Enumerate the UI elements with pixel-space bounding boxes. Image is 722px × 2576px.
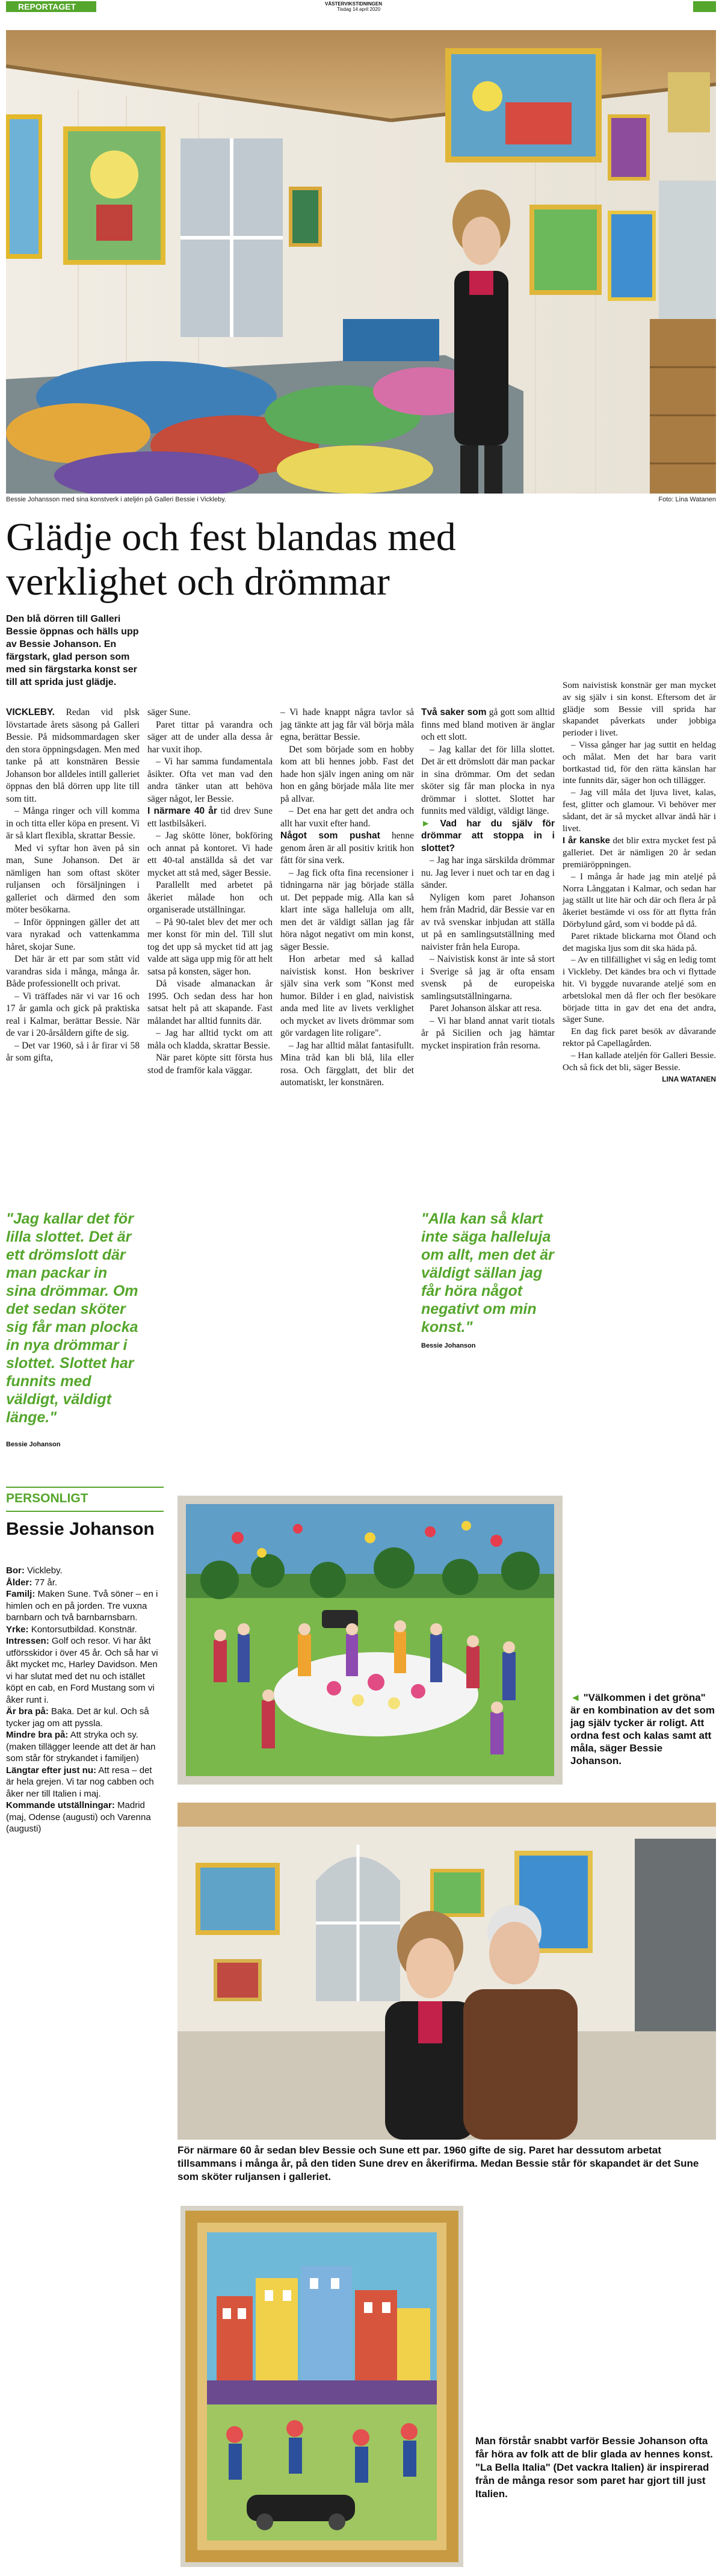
paragraph: – Vi har samma fundamentala åsikter. Ofta vet man vad den andra tänker utan att behöva säger något, ler Bessie. xyxy=(147,757,273,804)
paragraph: – Vi hade knappt några tavlor så jag tänkte att jag får väl börja måla egna, berättar Bessie. xyxy=(280,707,414,742)
paragraph: – Vi har bland annat varit tiotals år på Sicilien och jag hämtar mycket inspiration från resorna. xyxy=(421,1015,555,1051)
paragraph: – Jag har alltid målat fantasifullt. Mina tråd kan bli blå, lila eller rosa. Och färgglatt, det blir det automatiskt, ler konstnären. xyxy=(280,1040,414,1088)
paragraph: Paret riktade blickarna mot Öland och det magiska ljus som dit ska häda på. xyxy=(563,931,716,953)
fact-row: Familj: Maken Sune. Två söner – en i himlen och en på jorden. Tre vuxna barnbarn och två barnbarnsbarn. xyxy=(6,1589,158,1623)
paragraph: Hon arbetar med så kallad naivistisk konst. Hon beskriver själv sina verk som "Konst med humor. Bilder i en glad, naivistisk anda med lite av livets verklighet och mycket av livets drömmar som gör vardagen lite roligare". xyxy=(280,954,414,1038)
paragraph: I närmare 40 år tid drev Sune ett lastbilsåkeri. xyxy=(147,806,273,829)
paragraph: Med vi syftar hon även på sin man, Sune Johanson. Det är nämligen han som oftast sköter ruljansen och försäljningen i galleriet och därmed den som möter besökarna. xyxy=(6,843,140,915)
pull-quote-byline: Bessie Johanson xyxy=(421,1342,476,1349)
paragraph: – Han kallade ateljén för Galleri Bessie. Och så fick det bli, säger Bessie. xyxy=(563,1050,716,1073)
fact-row: Kommande utställningar: Madrid (maj, Odense (augusti) och Varenna (augusti) xyxy=(6,1800,151,1834)
pull-quote-byline: Bessie Johanson xyxy=(6,1441,61,1448)
paragraph: – Av en tillfällighet vi såg en ledig tomt i Vickleby. Det kändes bra och vi flyttade hit. Vi byggde nuvarande ateljé som en arbetslokal men då fler och fler besökare började titta in gav det ena det andra, säger Sune. xyxy=(563,955,716,1025)
fact-row: Är bra på: Baka. Det är kul. Och så tycker jag om att pyssla. xyxy=(6,1706,149,1729)
fact-row: Ålder: 77 år. xyxy=(6,1577,58,1588)
pull-quote: "Jag kallar det för lilla slottet. Det är ett drömslott där man packar in sina drömmar. Om det sedan sköter sig får man plocka in nya drömmar i slottet. Slottet har funnits med väldigt, väldigt länge." xyxy=(6,1210,138,1426)
paragraph: – Jag skötte löner, bokföring och annat på kontoret. Vi hade ett 40-tal anställda så det var mycket att stå med, säger Bessie. xyxy=(147,831,273,878)
paragraph: Det här är ett par som stått vid varandras sida i många, många år. Både professionellt och privat. xyxy=(6,954,140,989)
gallery-photo xyxy=(6,30,716,494)
photo-credit: Foto: Lina Watanen xyxy=(658,496,716,503)
paragraph: – Jag fick ofta fina recensioner i tidningarna när jag började ställa ut. Det peppade mig. Alla kan så klart inte säga halleluja om allt, men det är väldigt sällan jag får höra något negativt om min konst, säger Bessie. xyxy=(280,867,414,952)
paragraph: VICKLEBY. Redan vid plsk lövstartade årets säsong på Galleri Bessie. På midsommardagen sker den stora öppningsdagen. Men med tanke på att konstnären Bessie Johanson bor alldeles intill galleriet öppnas den blå dörren upp lite till som titt. xyxy=(6,707,140,804)
paragraph: – Det var 1960, så i år firar vi 58 år som gifta, xyxy=(6,1040,140,1063)
question-subhead: ► Vad har du själv för drömmar att stoppa in i slottet? xyxy=(421,818,555,853)
paragraph: – Jag vill måla det ljuva livet, kalas, fest, glitter och glamour. Vi behöver mer sådant, det är så mycket allvar ändå här i livet. xyxy=(563,788,716,834)
italy-painting-photo xyxy=(180,2206,463,2567)
paragraph: – Jag har alltid tyckt om att måla och kladda, skrattar Bessie. xyxy=(147,1028,273,1051)
section-label: REPORTAGET xyxy=(18,2,76,11)
article-column-5 xyxy=(563,680,716,1086)
paragraph: – Jag kallar det för lilla slottet. Det är ett drömslott där man packar in sina drömmar. Om det sedan sköter sig får man plocka in nya drömmar i slottet. Slottet har funnits med väldigt, väldigt länge. xyxy=(421,744,555,816)
facts-box xyxy=(6,1487,164,2234)
facts-divider xyxy=(6,1511,164,1512)
painting-photo xyxy=(177,1496,563,1785)
paragraph: – På 90-talet blev det mer och mer konst för min del. Till slut tog det upp så mycket tid att jag valde att säga upp mig för att helt satsa på konsten, säger hon. xyxy=(147,917,273,977)
paragraph: Det som började som en hobby kom att bli hennes jobb. Fast det hade hon själv ingen aning om när hon en gång började måla lite mer på allvar. xyxy=(280,744,414,804)
paragraph: – Vi träffades när vi var 16 och 17 år gamla och gick på praktiska real i Kalmar, berättar Bessie. När de var i 20-årsåldern gifte de sig. xyxy=(6,991,140,1038)
arrow-icon: ► xyxy=(421,818,440,829)
paragraph: Paret Johanson älskar att resa. xyxy=(430,1003,542,1014)
facts-list xyxy=(6,1565,161,1835)
fact-row: Längtar efter just nu: Att resa – det är hela grejen. Vi tar nog cabben och åker ner till Italien i maj. xyxy=(6,1765,154,1799)
paragraph: När paret köpte sitt första hus stod de framför kala väggar. xyxy=(147,1053,273,1076)
painting-caption: ◄ "Välkommen i det gröna" är en kombination av det som jag själv tycker är roligt. Att ordna fest och kalas samt att måla, säger Bessie Johanson. xyxy=(570,1692,715,1766)
facts-header: PERSONLIGT xyxy=(6,1491,88,1505)
paragraph: I år kanske det blir extra mycket fest på galleriet. Det är nämligen 20 år sedan premiäröppningen. xyxy=(563,835,716,870)
paragraph: – Det ena har gett det andra och allt har vuxit efter hand. xyxy=(280,806,414,829)
facts-name: Bessie Johanson xyxy=(6,1519,155,1539)
headline: Glädje och fest blandas med verklighet och drömmar xyxy=(6,515,456,604)
pull-quote: "Alla kan så klart inte säga halleluja om allt, men det är väldigt sällan jag får höra något negativt om min konst." xyxy=(421,1210,554,1336)
article-column-2 xyxy=(147,707,273,1077)
article-column-1 xyxy=(6,707,140,1065)
paragraph: Paret tittar på varandra och säger att de under alla dessa år har vuxit ihop. xyxy=(147,719,273,755)
paper-date: Tisdag 14 april 2020 xyxy=(337,7,381,12)
arrow-icon: ◄ xyxy=(570,1692,584,1703)
paragraph: – Vissa gånger har jag suttit en heldag och målat. Men det har bara varit bortkastad tid, för den rätta känslan har inte funnits där, säger hon och tillägger. xyxy=(563,740,716,786)
article-column-4 xyxy=(421,707,555,1052)
paragraph: En dag fick paret besök av dåvarande rektor på Capellagården. xyxy=(563,1027,716,1048)
lead: Den blå dörren till Galleri Bessie öppnas och hälls upp av Bessie Johanson. En färgstark, glad person som med sin färgstarka konst ser till att sprida just glädje. xyxy=(6,614,139,687)
section-header xyxy=(0,0,722,13)
paragraph: – Naivistisk konst är inte så stort i Sverige så jag är ofta ensam svensk på de europeiska samlingsutställningarna. xyxy=(421,954,555,1002)
fact-row: Intressen: Golf och resor. Vi har åkt utförsskidor i över 45 år. Och så har vi åkt mycket mc, Harley Davidson. Men vi har slutat med det nu och istället köpt en cab, en Ford Mustang som vi åker runt i. xyxy=(6,1636,158,1705)
paragraph: – Jag har inga särskilda drömmar nu. Jag lever i nuet och tar en dag i sänder. xyxy=(421,855,555,890)
paper-name: VÄSTERVIKSTIDNINGEN xyxy=(325,1,382,7)
paragraph: Som naivistisk konstnär ger man mycket av sig själv i sin konst. Eftersom det är glädje som Bessie vill sprida har skapandet påverkats under jobbiga perioder i livet. xyxy=(563,681,716,738)
paragraph: – Många ringer och vill komma in och titta eller köpa en present. Vi är så klart flexibla, skrattar Bessie. xyxy=(6,806,140,841)
paragraph: – I många år hade jag min ateljé på Norra Långgatan i Kalmar, och sedan har jag ställt ut lite här och där och flera år på åkeriet bestämde vi oss för att flytta från Dörbylund gård, som vi bodde på då. xyxy=(563,872,716,929)
paragraph: Något som pushat henne genom åren är all positiv kritik hon fått för sina verk. xyxy=(280,831,414,865)
photo-caption: Bessie Johansson med sina konstverk i ateljén på Galleri Bessie i Vickleby. xyxy=(6,496,226,503)
page-number xyxy=(693,1,716,12)
paragraph: Nyligen kom paret Johanson hem från Madrid, där Bessie var en av två svenskar inbjudan att ställa ut på en samlingsutställning med naivister från hela Europa. xyxy=(421,892,555,952)
paragraph: säger Sune. xyxy=(147,707,191,717)
fact-row: Yrke: Kontorsutbildad. Konstnär. xyxy=(6,1624,137,1635)
article-column-3 xyxy=(280,707,414,1089)
paragraph: Då visade almanackan år 1995. Och sedan dess har hon satsat helt på att skapande. Fast målandet har alltid funnits där. xyxy=(147,979,273,1026)
paragraph: – Inför öppningen gäller det att vara nyrakad och vattenkamma håret, skojar Sune. xyxy=(6,917,140,952)
fact-row: Bor: Vickleby. xyxy=(6,1565,63,1576)
paragraph: Parallellt med arbetet på åkeriet målade hon och organiserade utställningar. xyxy=(147,880,273,915)
italy-caption: Man förstår snabbt varför Bessie Johanson ofta får höra av folk att de blir glada av hennes konst. "La Bella Italia" (Det vackra Italien) är inspirerad från de många resor som paret har gjort till just Italien. xyxy=(475,2435,713,2500)
author-signature: LINA WATANEN xyxy=(662,1075,716,1084)
fact-row: Mindre bra på: Att stryka och sy. (maken tillägger leende att det är han som står för strykandet i familjen) xyxy=(6,1730,156,1763)
couple-photo xyxy=(177,1803,716,2140)
paragraph: Två saker som gå gott som alltid finns med bland motiven är änglar och ett slott. xyxy=(421,707,555,742)
couple-caption: För närmare 60 år sedan blev Bessie och Sune ett par. 1960 gifte de sig. Paret har dessutom arbetat tillsammans i många år, på den tiden Sune drev en åkerifirma. Medan Bessie står för skapandet är det Sune som sköter ruljansen i galleriet. xyxy=(177,2144,699,2182)
